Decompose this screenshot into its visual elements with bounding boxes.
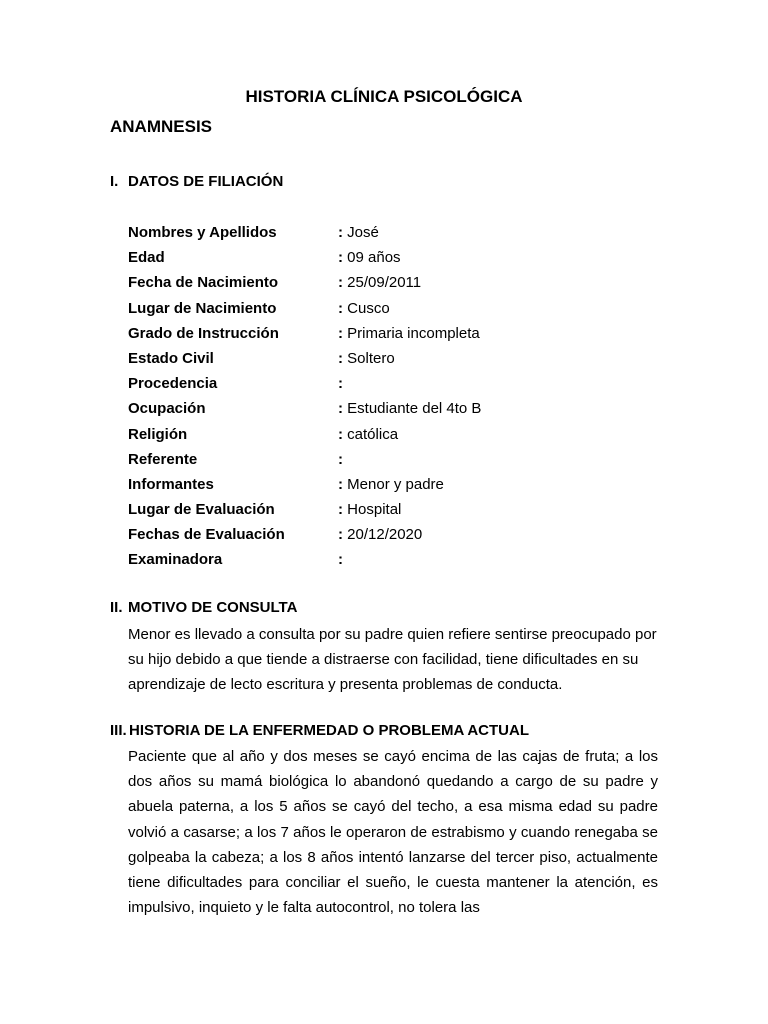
section-heading-motivo-consulta [110, 598, 297, 618]
filiation-fields [128, 220, 688, 573]
field-colon: : [338, 400, 343, 418]
field-label: Estado Civil [128, 349, 214, 367]
field-row-informantes [128, 472, 688, 497]
field-row-procedencia [128, 371, 688, 396]
field-value: Primaria incompleta [347, 324, 480, 342]
field-colon: : [338, 299, 343, 317]
field-value: Soltero [347, 349, 395, 367]
field-row-lugar-evaluacion [128, 497, 688, 522]
field-row-grado-instruccion [128, 321, 688, 346]
field-colon: : [338, 324, 343, 342]
field-colon: : [338, 349, 343, 367]
field-value: católica [347, 425, 399, 443]
section-title: MOTIVO DE CONSULTA [128, 599, 298, 616]
field-colon: : [338, 425, 343, 443]
field-colon: : [338, 274, 343, 292]
field-label: Fecha de Nacimiento [128, 274, 279, 292]
section-title: HISTORIA DE LA ENFERMEDAD O PROBLEMA ACTUAL [129, 722, 529, 739]
section-number: III. [110, 722, 127, 739]
field-colon: : [338, 526, 343, 544]
document-title: HISTORIA CLÍNICA PSICOLÓGICA [245, 87, 523, 106]
field-value: Hospital [347, 501, 402, 519]
field-row-fechas-evaluacion [128, 522, 688, 547]
field-colon: : [338, 450, 343, 468]
field-value: Cusco [347, 299, 390, 317]
field-colon: : [338, 475, 343, 493]
field-label: Informantes [128, 475, 214, 493]
section-number: II. [110, 599, 123, 616]
field-value: 20/12/2020 [347, 526, 423, 544]
field-row-nombres [128, 220, 688, 245]
field-label: Lugar de Nacimiento [128, 299, 277, 317]
field-label: Lugar de Evaluación [128, 501, 275, 519]
field-label: Referente [128, 450, 198, 468]
field-colon: : [338, 501, 343, 519]
field-row-edad [128, 245, 688, 270]
field-value: Menor y padre [347, 475, 444, 493]
section-heading-historia-enfermedad [110, 721, 529, 741]
field-row-religion [128, 422, 688, 447]
field-label: Grado de Instrucción [128, 324, 279, 342]
field-label: Edad [128, 249, 165, 267]
field-value: José [347, 224, 379, 241]
field-row-lugar-nacimiento [128, 296, 688, 321]
field-row-referente [128, 447, 688, 472]
field-label: Examinadora [128, 551, 223, 569]
field-label: Religión [128, 425, 188, 443]
field-value: 09 años [347, 249, 401, 267]
field-row-fecha-nacimiento [128, 270, 688, 295]
field-label: Nombres y Apellidos [128, 224, 277, 241]
field-label: Procedencia [128, 375, 218, 393]
section-title: DATOS DE FILIACIÓN [128, 173, 284, 190]
field-row-estado-civil [128, 346, 688, 371]
historia-enfermedad-text: Paciente que al año y dos meses se cayó encima de las cajas de fruta; a los dos años su mamá biológica lo abandonó quedando a cargo de su padre y abuela paterna, a los 5 años se cayó del techo, a esa misma edad su padre volvió a casarse; a los 7 años le operaron de estrabismo y cuando renegaba se golpeaba la cabeza; a los 8 años intentó lanzarse del tercer piso, actualmente tiene dificultades para conciliar el sueño, le cuesta mantener la atención, es impulsivo, inquieto y le falta autocontrol, no tolera las [128, 748, 658, 917]
field-value: Estudiante del 4to B [347, 400, 482, 418]
document-subtitle: ANAMNESIS [110, 117, 213, 136]
field-colon: : [338, 249, 343, 267]
section-heading-datos-filiacion [110, 172, 283, 192]
field-colon: : [338, 224, 343, 241]
field-label: Fechas de Evaluación [128, 526, 285, 544]
field-label: Ocupación [128, 400, 206, 418]
field-row-examinadora [128, 547, 688, 572]
field-colon: : [338, 551, 343, 569]
field-value: 25/09/2011 [347, 274, 422, 292]
section-number: I. [110, 173, 119, 190]
motivo-consulta-text: Menor es llevado a consulta por su padre quien refiere sentirse preocupado por su hijo debido a que tiende a distraerse con facilidad, tiene dificultades en su aprendizaje de lecto escritura y presenta problemas de conducta. [128, 626, 657, 694]
field-row-ocupacion [128, 396, 688, 421]
field-colon: : [338, 375, 343, 393]
